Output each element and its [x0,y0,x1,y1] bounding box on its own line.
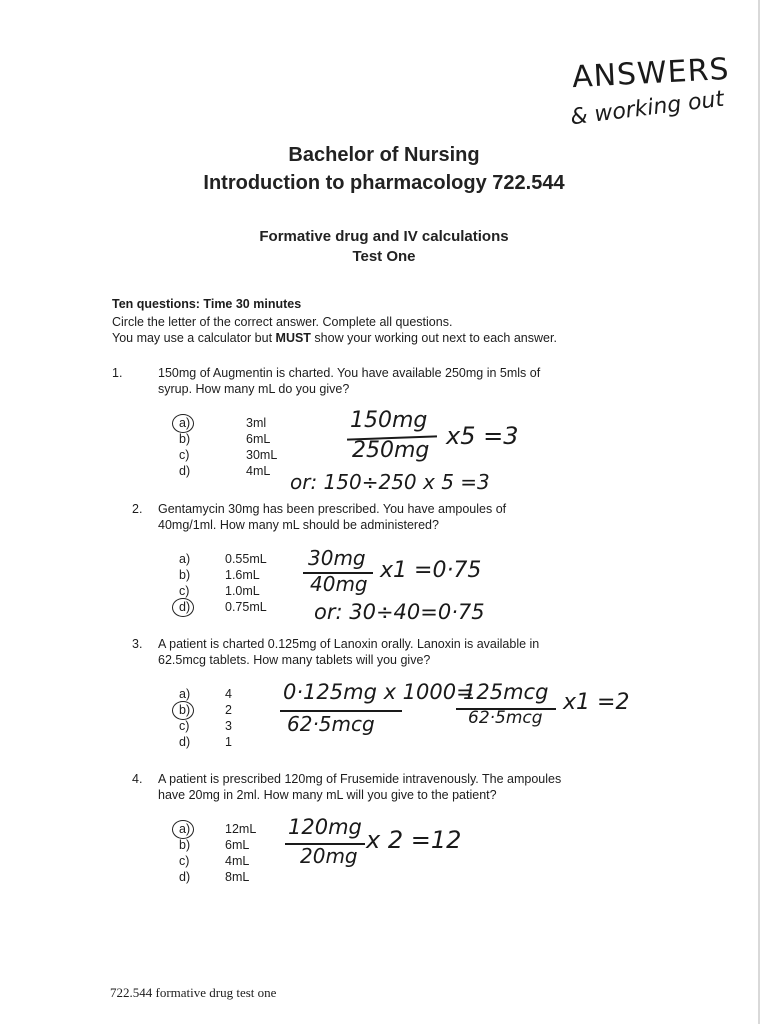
option-a-value: 4 [225,687,232,701]
answer-circle [172,820,194,839]
question-4-text [158,771,561,803]
working-alternative: or: 30÷40=0·75 [314,600,485,624]
test-subtitle: Formative drug and IV calculations [259,228,509,245]
option-d-letter[interactable]: d) [179,735,191,749]
question-3-number: 3. [132,637,143,651]
answer-circle [172,598,194,617]
option-a-letter[interactable]: a) [179,416,191,430]
option-b-value: 2 [225,703,232,717]
course-title [0,172,768,195]
option-c-letter[interactable]: c) [179,854,190,868]
working-numerator-converted: 125mcg [463,680,549,704]
option-b-value: 6mL [225,838,250,852]
instructions-line-2 [112,330,557,346]
instructions-heading: Ten questions: Time 30 minutes [112,297,302,311]
page-title: Bachelor of Nursing [288,144,480,166]
working-numerator: 0·125mg x 1000= [283,680,474,704]
answer-circle [172,414,194,433]
working-numerator: 30mg [308,546,366,570]
question-2-line-1: Gentamycin 30mg has been prescribed. You have ampoules of [158,502,507,516]
question-2-text [158,501,506,533]
question-3-line-1: A patient is charted 0.125mg of Lanoxin orally. Lanoxin is available in [158,637,540,651]
footer-prefix: 722.5 [110,985,140,1000]
option-a-letter[interactable]: a) [179,552,191,566]
working-result: x5 =3 [446,422,519,450]
working-denominator: 62·5mcg [287,712,375,736]
question-1-text [158,365,540,397]
working-result: x 2 =12 [366,826,462,854]
answers-annotation: ANSWERS [571,51,731,96]
option-c-value: 3 [225,719,232,733]
option-b-value: 1.6mL [225,568,260,582]
instructions-emphasis: MUST [275,331,311,345]
question-2-line-2: 40mg/1ml. How many mL should be administered? [158,518,439,532]
question-3-line-2: 62.5mcg tablets. How many tablets will you give? [158,653,431,667]
working-result: x1 =0·75 [380,558,482,583]
answer-circle [172,701,194,720]
option-c-value: 30mL [246,448,278,462]
test-number: Test One [352,248,416,265]
instructions-text-end: show your working out next to each answer. [310,331,557,345]
option-a-letter[interactable]: a) [179,822,191,836]
option-b-letter[interactable]: b) [179,432,191,446]
option-d-letter[interactable]: d) [179,600,191,614]
working-numerator: 150mg [350,408,428,433]
question-2-number: 2. [132,502,143,516]
option-d-letter[interactable]: d) [179,870,191,884]
question-1-line-1: 150mg of Augmentin is charted. You have available 250mg in 5mls of [158,366,541,380]
question-4-line-2: have 20mg in 2ml. How many mL will you give to the patient? [158,788,497,802]
option-a-value: 0.55mL [225,552,267,566]
working-denominator: 250mg [352,438,430,463]
option-d-value: 1 [225,735,232,749]
option-b-letter[interactable]: b) [179,703,191,717]
working-denominator: 20mg [300,844,358,868]
question-1-line-2: syrup. How many mL do you give? [158,382,350,396]
option-a-letter[interactable]: a) [179,687,191,701]
option-d-value: 4mL [246,464,271,478]
course-title-text: Introduction to pharmacology 722.5 [203,172,543,194]
question-4-number: 4. [132,772,143,786]
option-d-letter[interactable]: d) [179,464,191,478]
working-denominator: 40mg [310,572,368,596]
option-c-value: 4mL [225,854,250,868]
option-c-letter[interactable]: c) [179,448,190,462]
working-denominator-converted: 62·5mcg [468,708,543,728]
option-a-value: 3ml [246,416,267,430]
instructions-line-1: Circle the letter of the correct answer. Complete all questions. [112,315,453,329]
option-c-letter[interactable]: c) [179,584,190,598]
working-out-annotation: & working out [569,86,726,131]
footer-text: formative drug test one [152,985,277,1000]
option-d-value: 0.75mL [225,600,267,614]
working-alternative: or: 150÷250 x 5 =3 [290,470,490,494]
option-c-value: 1.0mL [225,584,260,598]
question-4-line-1: A patient is prescribed 120mg of Frusemide intravenously. The ampoules [158,772,562,786]
question-1-number: 1. [112,366,123,380]
option-d-value: 8mL [225,870,250,884]
question-3-text [158,636,539,668]
option-b-letter[interactable]: b) [179,838,191,852]
working-result: x1 =2 [563,690,630,715]
option-a-value: 12mL [225,822,257,836]
option-b-value: 6mL [246,432,271,446]
option-b-letter[interactable]: b) [179,568,191,582]
working-numerator: 120mg [288,815,362,839]
course-code-handwritten: 44 [542,172,565,194]
instructions-text: You may use a calculator but [112,331,276,345]
footer-code: 44 [139,985,153,1000]
page-footer [110,985,276,1001]
option-c-letter[interactable]: c) [179,719,190,733]
